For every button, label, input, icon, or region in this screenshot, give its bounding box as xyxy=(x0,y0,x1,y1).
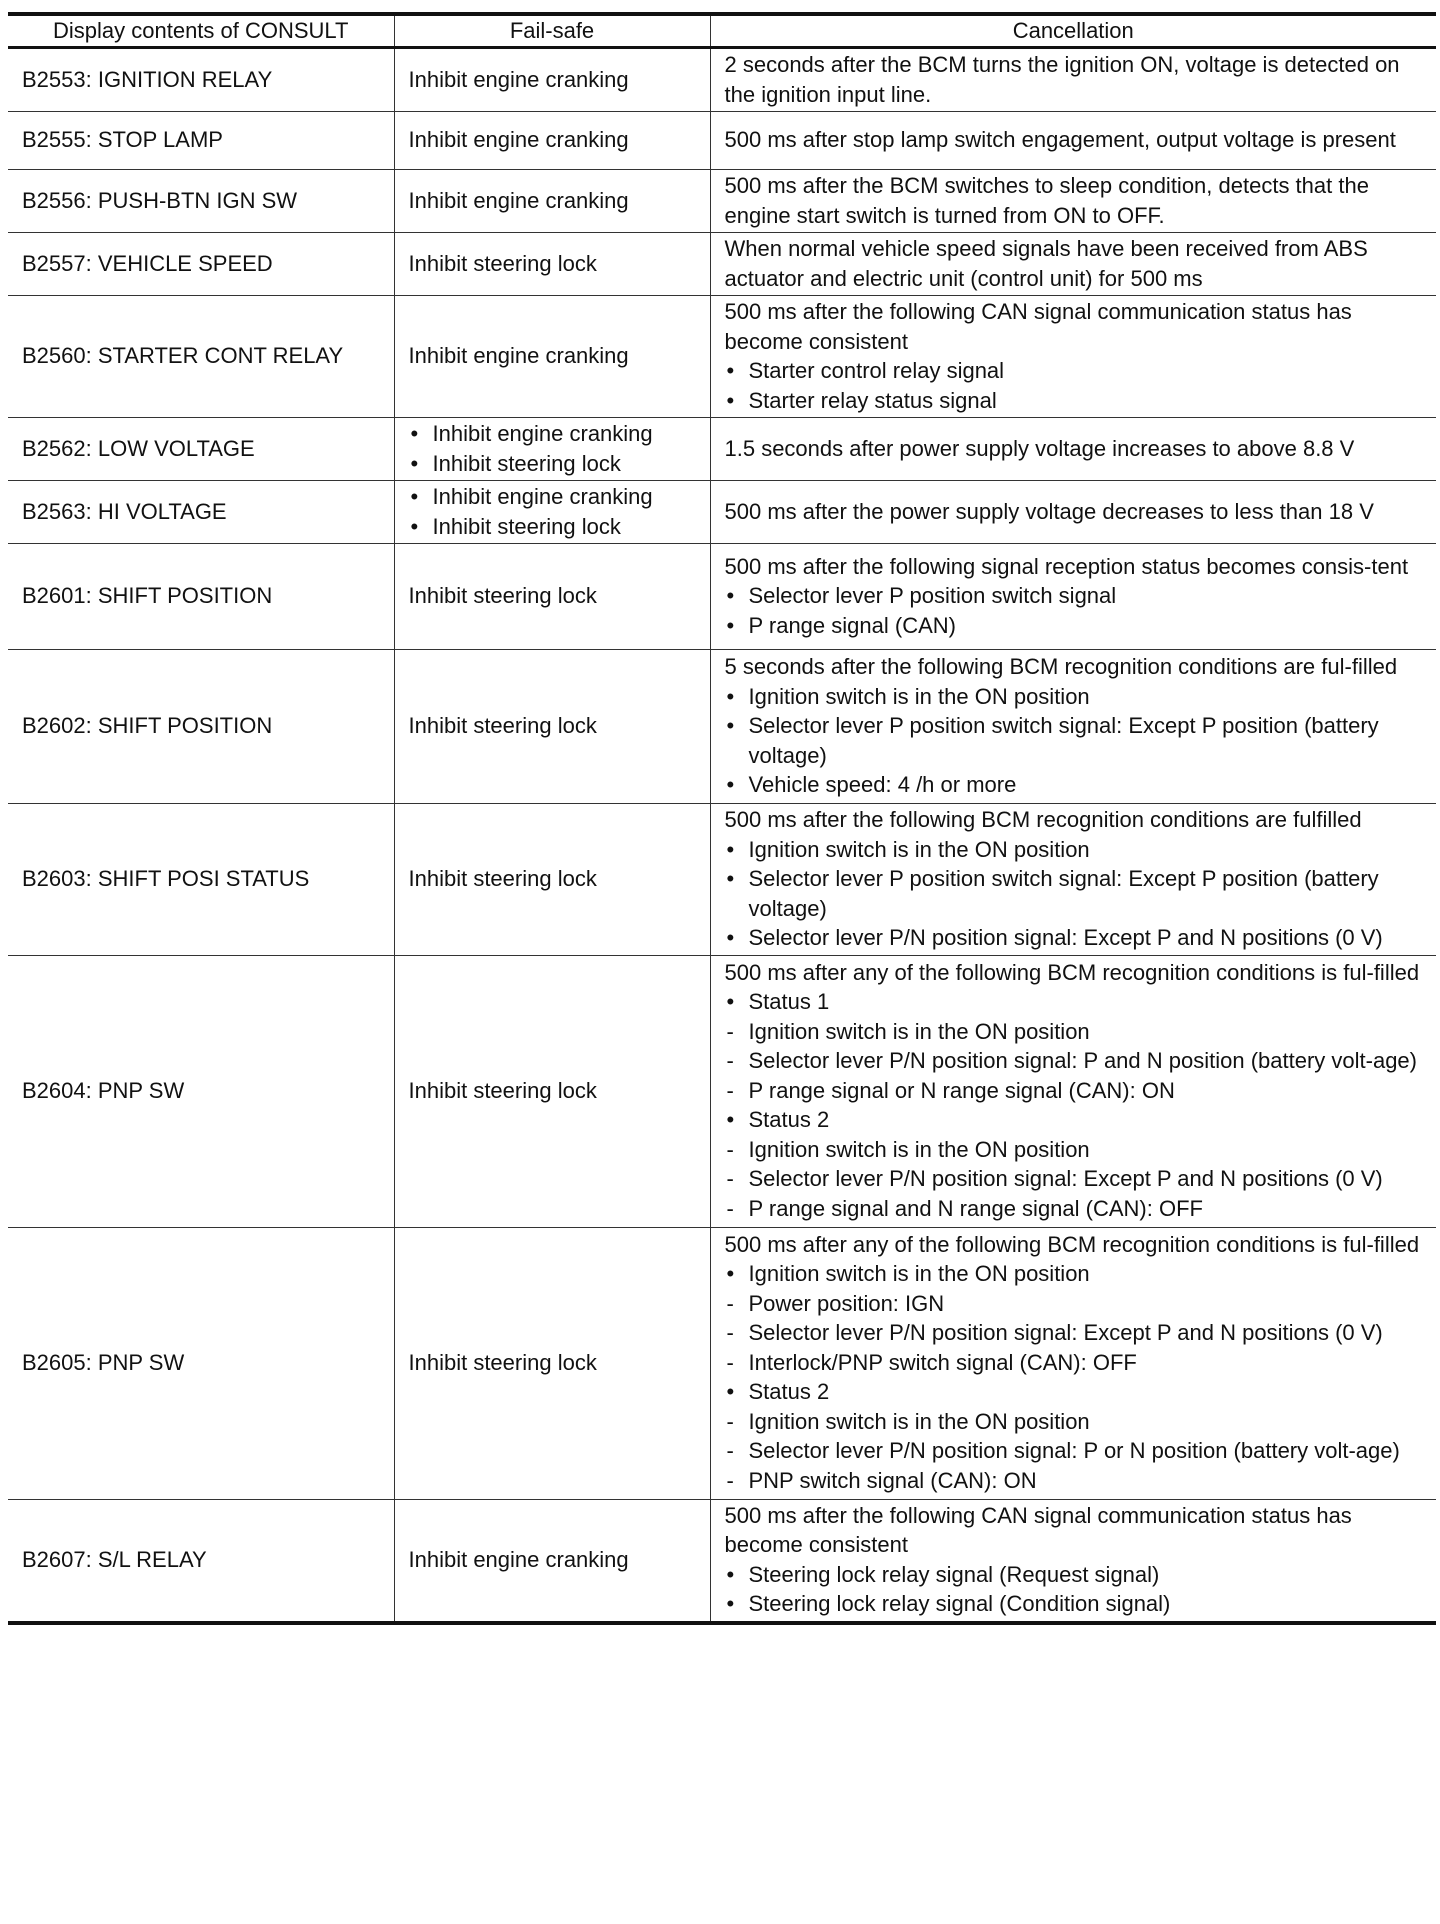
bullet-marker: • xyxy=(726,866,735,891)
fail-safe-table xyxy=(8,12,1436,1625)
display-code-cell: B2562: LOW VOLTAGE xyxy=(8,418,394,481)
list-item-text: Selector lever P/N position signal: P or N position (battery volt-age) xyxy=(748,1438,1400,1464)
list-item-text: Ignition switch is in the ON position xyxy=(748,1261,1090,1287)
bullet-marker: • xyxy=(726,358,735,383)
list-item-text: Selector lever P/N position signal: Except P and N positions (0 V) xyxy=(748,1166,1383,1192)
list-item xyxy=(725,1466,1425,1496)
list-item xyxy=(725,1436,1425,1466)
list-item-text: Starter control relay signal xyxy=(748,358,1005,383)
cancellation-text: 1.5 seconds after power supply voltage increases to above 8.8 V xyxy=(724,435,1355,461)
fail-safe-cell xyxy=(394,804,710,956)
dash-marker: - xyxy=(726,1438,734,1464)
column-header-fail-safe: Fail-safe xyxy=(394,14,710,48)
display-code-cell: B2603: SHIFT POSI STATUS xyxy=(8,804,394,956)
bullet-marker: • xyxy=(726,925,735,950)
display-code-cell: B2553: IGNITION RELAY xyxy=(8,48,394,112)
fail-safe-text: Inhibit steering lock xyxy=(432,513,621,539)
list-item xyxy=(725,581,1425,611)
cancellation-cell xyxy=(710,544,1436,650)
fail-safe-cell xyxy=(394,1227,710,1499)
list-item xyxy=(725,1560,1425,1590)
bullet-marker: • xyxy=(726,1561,735,1587)
fail-safe-cell xyxy=(394,1499,710,1623)
list-item-text: Starter relay status signal xyxy=(748,387,997,413)
bullet-marker: • xyxy=(410,450,419,476)
list-item xyxy=(725,1589,1425,1619)
list-item-text: Status 2 xyxy=(748,1107,830,1133)
list-item xyxy=(725,1407,1425,1437)
list-item xyxy=(725,835,1425,865)
list-item-text: Ignition switch is in the ON position xyxy=(748,683,1090,709)
dash-marker: - xyxy=(726,1048,734,1074)
cancellation-list xyxy=(725,1259,1425,1495)
fail-safe-list xyxy=(409,482,698,541)
cancellation-list xyxy=(725,835,1425,953)
fail-safe-cell xyxy=(394,170,710,233)
fail-safe-text: Inhibit engine cranking xyxy=(408,66,629,92)
fail-safe-text: Inhibit engine cranking xyxy=(408,1546,629,1572)
fail-safe-cell xyxy=(394,112,710,170)
list-item xyxy=(409,419,698,449)
cancellation-cell xyxy=(710,170,1436,233)
cancellation-cell xyxy=(710,48,1436,112)
table-row xyxy=(8,481,1436,544)
table-row xyxy=(8,48,1436,112)
display-code-cell: B2563: HI VOLTAGE xyxy=(8,481,394,544)
list-item xyxy=(725,386,1425,416)
fail-safe-cell xyxy=(394,481,710,544)
fail-safe-cell xyxy=(394,296,710,418)
list-item xyxy=(725,1194,1425,1224)
list-item xyxy=(725,864,1425,923)
cancellation-list xyxy=(725,682,1425,800)
fail-safe-text: Inhibit engine cranking xyxy=(432,484,653,509)
cancellation-cell xyxy=(710,233,1436,296)
fail-safe-text: Inhibit steering lock xyxy=(408,250,597,276)
bullet-marker: • xyxy=(726,387,735,413)
dash-marker: - xyxy=(726,1320,734,1346)
cancellation-cell xyxy=(710,1227,1436,1499)
list-item-text: Ignition switch is in the ON position xyxy=(748,1408,1090,1434)
list-item-text: Steering lock relay signal (Condition signal) xyxy=(748,1591,1171,1616)
fail-safe-text: Inhibit steering lock xyxy=(408,713,597,739)
list-item xyxy=(409,512,698,542)
fail-safe-text: Inhibit engine cranking xyxy=(408,127,629,153)
list-item-text: P range signal or N range signal (CAN): ON xyxy=(748,1077,1175,1103)
table-row xyxy=(8,112,1436,170)
bullet-marker: • xyxy=(410,421,419,446)
fail-safe-text: Inhibit engine cranking xyxy=(432,421,653,446)
list-item-text: P range signal and N range signal (CAN): OFF xyxy=(748,1195,1203,1221)
cancellation-cell xyxy=(710,481,1436,544)
table-header-row xyxy=(8,14,1436,48)
bullet-marker: • xyxy=(726,836,735,862)
bullet-marker: • xyxy=(726,713,735,739)
table-row xyxy=(8,544,1436,650)
cancellation-cell xyxy=(710,296,1436,418)
list-item-text: Vehicle speed: 4 /h or more xyxy=(748,772,1017,798)
dash-marker: - xyxy=(726,1290,734,1316)
list-item xyxy=(725,1076,1425,1106)
fail-safe-text: Inhibit steering lock xyxy=(432,450,621,476)
cancellation-list xyxy=(725,356,1425,415)
list-item-text: Selector lever P/N position signal: Except P and N positions (0 V) xyxy=(748,1320,1383,1346)
bullet-marker: • xyxy=(726,1107,735,1133)
table-row xyxy=(8,804,1436,956)
fail-safe-cell xyxy=(394,650,710,804)
cancellation-text: 500 ms after the power supply voltage decreases to less than 18 V xyxy=(724,498,1374,524)
list-item xyxy=(725,987,1425,1017)
display-code-cell: B2601: SHIFT POSITION xyxy=(8,544,394,650)
bullet-marker: • xyxy=(726,989,735,1015)
table-row xyxy=(8,418,1436,481)
list-item xyxy=(725,770,1425,800)
fail-safe-cell xyxy=(394,544,710,650)
fail-safe-text: Inhibit steering lock xyxy=(408,866,597,891)
fail-safe-cell xyxy=(394,48,710,112)
fail-safe-text: Inhibit steering lock xyxy=(408,583,597,609)
table-row xyxy=(8,233,1436,296)
cancellation-text: When normal vehicle speed signals have been received from ABS actuator and electric unit (control unit) for 500 ms xyxy=(724,236,1368,291)
display-code-cell: B2556: PUSH-BTN IGN SW xyxy=(8,170,394,233)
cancellation-cell xyxy=(710,418,1436,481)
bullet-marker: • xyxy=(726,583,735,609)
dash-marker: - xyxy=(726,1195,734,1221)
dash-marker: - xyxy=(726,1408,734,1434)
table-body xyxy=(8,48,1436,1623)
list-item xyxy=(725,1135,1425,1165)
cancellation-text: 500 ms after the following signal reception status becomes consis-tent xyxy=(724,553,1409,579)
table-row xyxy=(8,170,1436,233)
list-item xyxy=(725,1289,1425,1319)
list-item xyxy=(725,1318,1425,1348)
cancellation-cell xyxy=(710,804,1436,956)
list-item xyxy=(725,1164,1425,1194)
cancellation-text: 500 ms after any of the following BCM recognition conditions is ful-filled xyxy=(724,1231,1420,1257)
dash-marker: - xyxy=(726,1349,734,1375)
cancellation-cell xyxy=(710,955,1436,1227)
cancellation-text: 500 ms after the following CAN signal communication status has become consistent xyxy=(724,299,1352,354)
fail-safe-text: Inhibit engine cranking xyxy=(408,187,629,213)
dash-marker: - xyxy=(726,1166,734,1192)
cancellation-list xyxy=(725,1560,1425,1619)
cancellation-text: 5 seconds after the following BCM recognition conditions are ful-filled xyxy=(724,654,1398,680)
display-code-cell: B2557: VEHICLE SPEED xyxy=(8,233,394,296)
list-item xyxy=(725,923,1425,953)
list-item xyxy=(725,711,1425,770)
table-row xyxy=(8,1499,1436,1623)
dash-marker: - xyxy=(726,1077,734,1103)
list-item-text: Selector lever P position switch signal: Except P position (battery voltage) xyxy=(748,866,1379,921)
cancellation-text: 500 ms after the following BCM recognition conditions are fulfilled xyxy=(724,807,1362,832)
list-item-text: PNP switch signal (CAN): ON xyxy=(748,1467,1037,1493)
display-code-cell: B2605: PNP SW xyxy=(8,1227,394,1499)
cancellation-text: 500 ms after stop lamp switch engagement, output voltage is present xyxy=(724,127,1396,153)
column-header-cancellation: Cancellation xyxy=(710,14,1436,48)
list-item-text: Selector lever P/N position signal: P and N position (battery volt-age) xyxy=(748,1048,1417,1074)
list-item xyxy=(725,1377,1425,1407)
bullet-marker: • xyxy=(726,1261,735,1287)
list-item-text: Ignition switch is in the ON position xyxy=(748,1018,1090,1044)
list-item-text: P range signal (CAN) xyxy=(748,612,956,638)
list-item-text: Selector lever P position switch signal xyxy=(748,583,1117,609)
dash-marker: - xyxy=(726,1018,734,1044)
cancellation-cell xyxy=(710,650,1436,804)
list-item xyxy=(725,356,1425,386)
list-item-text: Interlock/PNP switch signal (CAN): OFF xyxy=(748,1349,1137,1375)
dash-marker: - xyxy=(726,1136,734,1162)
display-code-cell: B2560: STARTER CONT RELAY xyxy=(8,296,394,418)
bullet-marker: • xyxy=(410,484,419,509)
list-item xyxy=(409,449,698,479)
list-item xyxy=(725,1046,1425,1076)
list-item-text: Status 1 xyxy=(748,989,830,1015)
table-row xyxy=(8,296,1436,418)
bullet-marker: • xyxy=(726,772,735,798)
cancellation-text: 500 ms after the following CAN signal communication status has become consistent xyxy=(724,1502,1352,1557)
list-item xyxy=(725,1348,1425,1378)
fail-safe-cell xyxy=(394,955,710,1227)
list-item-text: Ignition switch is in the ON position xyxy=(748,1136,1090,1162)
cancellation-list xyxy=(725,581,1425,640)
fail-safe-cell xyxy=(394,233,710,296)
column-header-display: Display contents of CONSULT xyxy=(8,14,394,48)
list-item xyxy=(725,1259,1425,1289)
bullet-marker: • xyxy=(410,513,419,539)
fail-safe-cell xyxy=(394,418,710,481)
list-item xyxy=(725,611,1425,641)
fail-safe-text: Inhibit steering lock xyxy=(408,1077,597,1103)
cancellation-text: 500 ms after the BCM switches to sleep condition, detects that the engine start switch is turned from ON to OFF. xyxy=(724,173,1369,228)
table-row xyxy=(8,650,1436,804)
fail-safe-text: Inhibit steering lock xyxy=(408,1349,597,1375)
list-item xyxy=(725,682,1425,712)
cancellation-text: 500 ms after any of the following BCM recognition conditions is ful-filled xyxy=(724,959,1420,985)
dash-marker: - xyxy=(726,1467,734,1493)
list-item-text: Power position: IGN xyxy=(748,1290,945,1316)
fail-safe-list xyxy=(409,419,698,478)
display-code-cell: B2555: STOP LAMP xyxy=(8,112,394,170)
bullet-marker: • xyxy=(726,1591,735,1616)
cancellation-cell xyxy=(710,1499,1436,1623)
list-item-text: Selector lever P position switch signal: Except P position (battery voltage) xyxy=(748,713,1379,768)
display-code-cell: B2604: PNP SW xyxy=(8,955,394,1227)
list-item-text: Selector lever P/N position signal: Except P and N positions (0 V) xyxy=(748,925,1383,950)
bullet-marker: • xyxy=(726,1379,735,1405)
table-row xyxy=(8,1227,1436,1499)
list-item xyxy=(725,1017,1425,1047)
bullet-marker: • xyxy=(726,683,735,709)
cancellation-cell xyxy=(710,112,1436,170)
bullet-marker: • xyxy=(726,612,735,638)
display-code-cell: B2607: S/L RELAY xyxy=(8,1499,394,1623)
list-item xyxy=(725,1105,1425,1135)
display-code-cell: B2602: SHIFT POSITION xyxy=(8,650,394,804)
list-item-text: Ignition switch is in the ON position xyxy=(748,836,1090,862)
list-item-text: Status 2 xyxy=(748,1379,830,1405)
fail-safe-text: Inhibit engine cranking xyxy=(408,343,629,369)
list-item xyxy=(409,482,698,512)
cancellation-text: 2 seconds after the BCM turns the ignition ON, voltage is detected on the ignition input line. xyxy=(724,52,1400,107)
cancellation-list xyxy=(725,987,1425,1223)
table-row xyxy=(8,955,1436,1227)
list-item-text: Steering lock relay signal (Request signal) xyxy=(748,1561,1160,1587)
